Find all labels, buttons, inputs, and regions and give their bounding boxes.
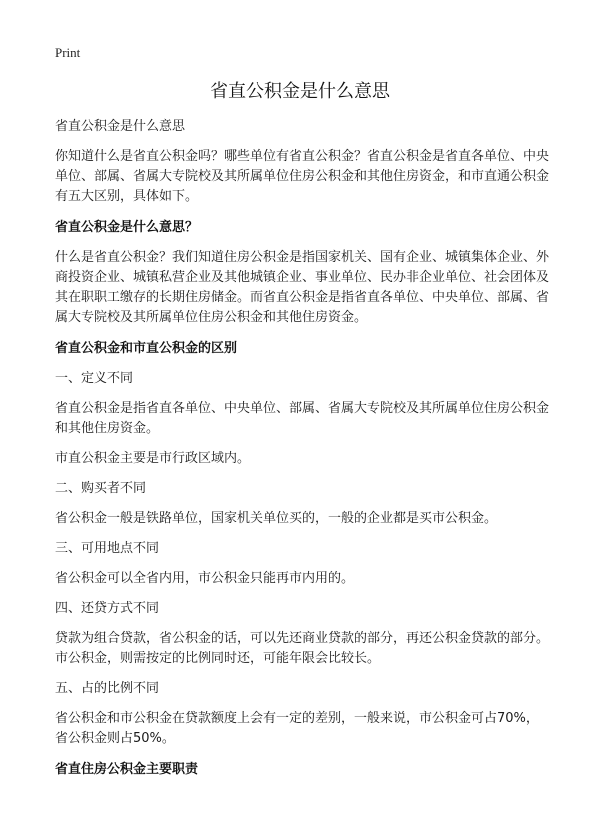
article-subtitle: 省直公积金是什么意思 bbox=[55, 119, 186, 134]
article-body bbox=[55, 117, 550, 780]
print-link[interactable]: Print bbox=[55, 45, 81, 60]
section-heading-meaning: 省直公积金是什么意思？ bbox=[55, 220, 199, 235]
intro-paragraph: 你知道什么是省直公积金吗？哪些单位有省直公积金？省直公积金是省直各单位、中央单位、部属、省属大专院校及其所属单位住房公积金和其他住房资金，和市直通公积金有五大区别，具体如下。 bbox=[55, 149, 550, 204]
section-heading-differences: 省直公积金和市直公积金的区别 bbox=[55, 341, 238, 356]
difference-text-definition-municipal: 市直公积金主要是市行政区域内。 bbox=[55, 451, 251, 466]
definition-paragraph: 什么是省直公积金？我们知道住房公积金是指国家机关、国有企业、城镇集体企业、外商投资企业、城镇私营企业及其他城镇企业、事业单位、民办非企业单位、社会团体及其在职职工缴存的长期住房储金。而省直公积金是指省直各单位、中央单位、部属、省属大专院校及其所属单位住房公积金和其他住房资金。 bbox=[55, 250, 550, 325]
section-heading-responsibilities: 省直住房公积金主要职责 bbox=[55, 762, 199, 777]
difference-title-repayment: 四、还贷方式不同 bbox=[55, 601, 160, 616]
difference-text-location: 省公积金可以全省内用，市公积金只能再市内用的。 bbox=[55, 571, 355, 586]
difference-text-repayment: 贷款为组合贷款，省公积金的话，可以先还商业贷款的部分，再还公积金贷款的部分。市公积金，则需按定的比例同时还，可能年限会比较长。 bbox=[55, 631, 550, 666]
difference-title-buyers: 二、购买者不同 bbox=[55, 481, 147, 496]
page-title: 省直公积金是什么意思 bbox=[210, 81, 390, 102]
difference-title-ratio: 五、占的比例不同 bbox=[55, 681, 160, 696]
difference-title-location: 三、可用地点不同 bbox=[55, 541, 160, 556]
difference-title-definition: 一、定义不同 bbox=[55, 371, 134, 386]
difference-text-buyers: 省公积金一般是铁路单位，国家机关单位买的，一般的企业都是买市公积金。 bbox=[55, 511, 498, 526]
difference-text-ratio: 省公积金和市公积金在贷款额度上会有一定的差别，一般来说，市公积金可占70%，省公积金则占50%。 bbox=[55, 711, 539, 746]
difference-text-definition-provincial: 省直公积金是指省直各单位、中央单位、部属、省属大专院校及其所属单位住房公积金和其他住房资金。 bbox=[55, 401, 550, 436]
